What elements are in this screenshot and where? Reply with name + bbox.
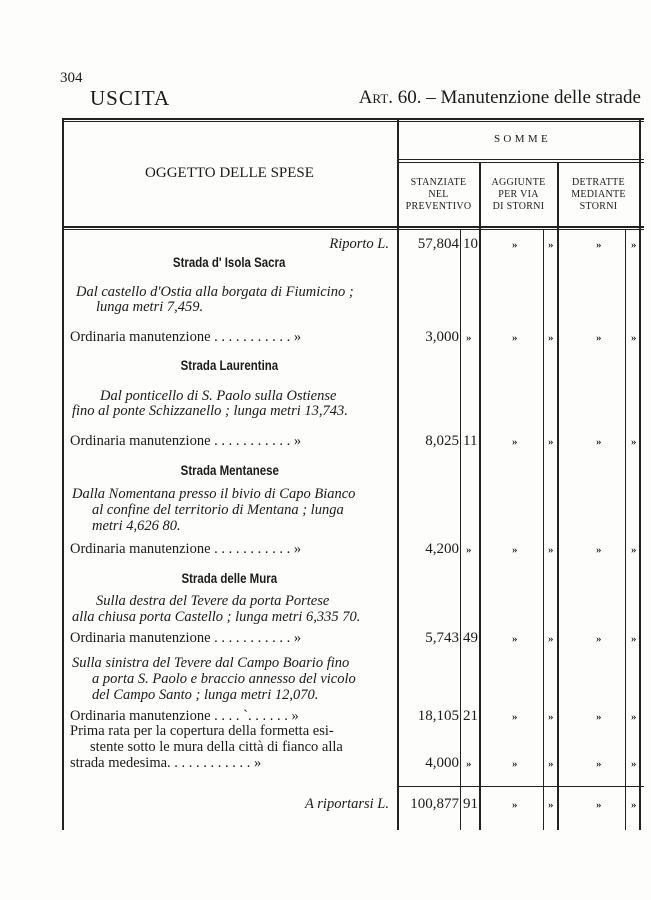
mentanese-ord-cent: »	[466, 544, 472, 556]
empty-mark: »	[596, 436, 602, 448]
right-border	[639, 118, 641, 830]
col3-header-line2: MEDIANTE	[571, 189, 626, 200]
empty-mark: »	[596, 633, 602, 645]
formetta-line3: strada medesima. . . . . . . . . . . . »	[70, 755, 262, 771]
laurentina-ord-lire: 8,025	[425, 433, 459, 449]
laurentina-desc-line1: Dal ponticello di S. Paolo sulla Ostiense	[100, 388, 337, 404]
object-column-header: OGGETTO DELLE SPESE	[145, 165, 314, 181]
mura-desc1-line2: alla chiusa porta Castello ; lunga metri 6,335 70.	[72, 609, 361, 625]
mura-desc1-line1: Sulla destra del Tevere da porta Portese	[96, 593, 330, 609]
empty-mark: »	[512, 332, 518, 344]
mura-desc2-line3: del Campo Santo ; lunga metri 12,070.	[92, 687, 319, 703]
empty-mark: »	[512, 758, 518, 770]
section-title: USCITA	[90, 86, 171, 110]
total-label: A riportarsi L.	[305, 796, 389, 812]
empty-mark: »	[596, 758, 602, 770]
laurentina-title-text: Strada Laurentina	[180, 358, 279, 373]
article-rest: 60. – Manutenzione delle strade	[393, 87, 641, 108]
col3-header	[558, 177, 639, 213]
col2-header-line3: DI STORNI	[492, 201, 545, 212]
empty-mark: »	[512, 799, 518, 811]
mentanese-title-text: Strada Mentanese	[180, 463, 279, 478]
sums-rule-2	[398, 162, 644, 163]
empty-mark: »	[596, 799, 602, 811]
total-cent: 91	[463, 796, 478, 812]
object-col-border	[397, 118, 399, 830]
col1-cent-line	[460, 230, 461, 830]
table-top-rule	[62, 118, 644, 120]
mentanese-ord-lire: 4,200	[425, 541, 459, 557]
mentanese-title	[62, 462, 397, 480]
riporto-lire: 57,804	[417, 236, 459, 252]
formetta-cent: »	[466, 758, 472, 770]
mura-title	[62, 570, 397, 588]
empty-mark: »	[631, 799, 637, 811]
mentanese-ord-label: Ordinaria manutenzione . . . . . . . . . . . »	[70, 541, 302, 557]
empty-mark: »	[512, 711, 518, 723]
empty-mark: »	[631, 332, 637, 344]
riporto-cent: 10	[463, 236, 478, 252]
laurentina-title	[62, 357, 397, 375]
col2-header	[480, 177, 557, 213]
mura-ord1-lire: 5,743	[425, 630, 459, 646]
mura-desc2-line2: a porta S. Paolo e braccio annesso del vicolo	[92, 671, 356, 687]
col3-header-line3: STORNI	[579, 201, 618, 212]
formetta-line1: Prima rata per la copertura della formetta esi-	[70, 723, 334, 739]
empty-mark: »	[548, 239, 554, 251]
empty-mark: »	[596, 711, 602, 723]
sums-header: S O M M E	[493, 133, 549, 145]
article-title	[359, 87, 641, 109]
isola-ord-lire: 3,000	[425, 329, 459, 345]
empty-mark: »	[631, 633, 637, 645]
empty-mark: »	[548, 633, 554, 645]
col1-header-line3: PREVENTIVO	[405, 201, 472, 212]
isola-ord-label: Ordinaria manutenzione . . . . . . . . . . . »	[70, 329, 302, 345]
isola-desc-line1: Dal castello d'Ostia alla borgata di Fiumicino ;	[76, 284, 354, 300]
empty-mark: »	[631, 436, 637, 448]
empty-mark: »	[596, 332, 602, 344]
laurentina-ord-label: Ordinaria manutenzione . . . . . . . . . . . »	[70, 433, 302, 449]
empty-mark: »	[548, 436, 554, 448]
mentanese-desc-line3: metri 4,626 80.	[92, 518, 181, 534]
empty-mark: »	[631, 711, 637, 723]
col3-header-line1: DETRATTE	[572, 177, 625, 188]
empty-mark: »	[596, 239, 602, 251]
empty-mark: »	[596, 544, 602, 556]
empty-mark: »	[631, 239, 637, 251]
mura-ord1-label: Ordinaria manutenzione . . . . . . . . . . . »	[70, 630, 302, 646]
page-number: 304	[60, 70, 83, 86]
mura-ord1-cent: 49	[463, 630, 478, 646]
col2-header-line1: AGGIUNTE	[491, 177, 546, 188]
col1-header-line2: NEL	[428, 189, 449, 200]
mentanese-desc-line1: Dalla Nomentana presso il bivio di Capo Bianco	[72, 486, 356, 502]
total-lire: 100,877	[410, 796, 459, 812]
mentanese-desc-line2: al confine del territorio di Mentana ; lunga	[92, 502, 344, 518]
empty-mark: »	[512, 436, 518, 448]
total-top-rule	[398, 786, 644, 787]
col2-header-line2: PER VIA	[498, 189, 539, 200]
empty-mark: »	[548, 544, 554, 556]
col2-border	[557, 162, 559, 830]
empty-mark: »	[548, 332, 554, 344]
mura-ord2-lire: 18,105	[417, 708, 459, 724]
article-prefix: Art.	[358, 87, 394, 108]
isola-ord-cent: »	[466, 332, 472, 344]
empty-mark: »	[512, 544, 518, 556]
col1-border	[479, 162, 481, 830]
empty-mark: »	[512, 239, 518, 251]
col3-cent-line	[625, 230, 626, 830]
empty-mark: »	[631, 758, 637, 770]
sums-rule	[398, 159, 644, 160]
formetta-lire: 4,000	[425, 755, 459, 771]
mura-title-text: Strada delle Mura	[181, 571, 278, 586]
empty-mark: »	[512, 633, 518, 645]
mura-ord2-cent: 21	[463, 708, 478, 724]
empty-mark: »	[548, 711, 554, 723]
riporto-label: Riporto L.	[329, 236, 389, 252]
laurentina-ord-cent: 11	[463, 433, 478, 449]
col2-cent-line	[543, 230, 544, 830]
table-top-rule-2	[62, 121, 644, 122]
isola-desc-line2: lunga metri 7,459.	[96, 299, 204, 315]
laurentina-desc-line2: fino al ponte Schizzanello ; lunga metri 13,743.	[72, 403, 348, 419]
isola-title	[62, 254, 397, 272]
empty-mark: »	[548, 799, 554, 811]
empty-mark: »	[548, 758, 554, 770]
col1-header	[398, 177, 479, 213]
empty-mark: »	[631, 544, 637, 556]
formetta-line2: stente sotto le mura della città di fianco alla	[90, 739, 343, 755]
col1-header-line1: STANZIATE	[410, 177, 467, 188]
mura-ord2-label: Ordinaria manutenzione . . . . `. . . . . . »	[70, 708, 299, 724]
mura-desc2-line1: Sulla sinistra del Tevere dal Campo Boario fino	[72, 655, 350, 671]
isola-title-text: Strada d' Isola Sacra	[173, 255, 286, 270]
